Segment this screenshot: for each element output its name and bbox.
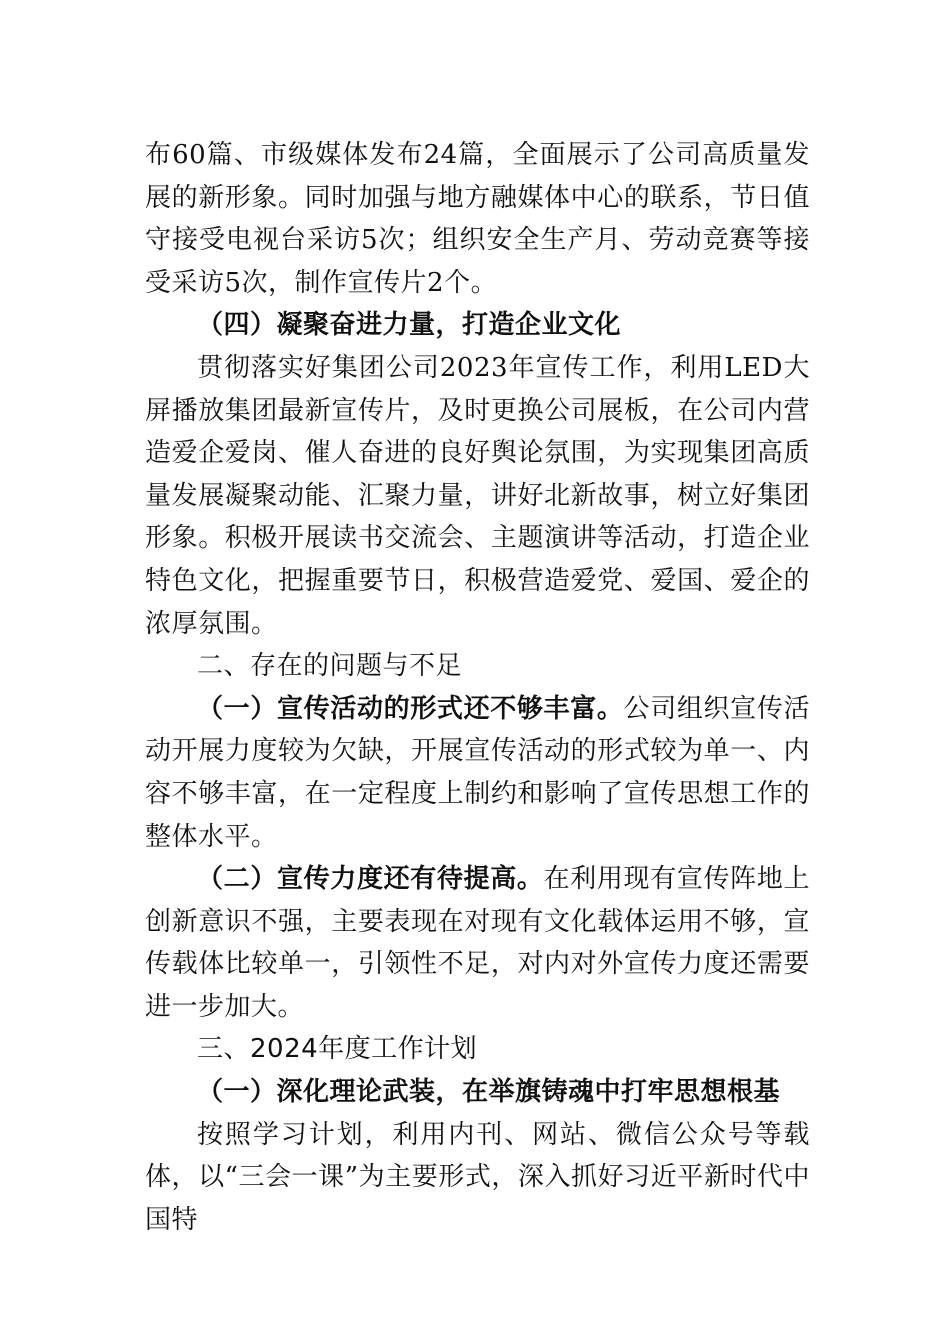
section-3-subsection-1-body: 按照学习计划，利用内刊、网站、微信公众号等载体，以“三会一课”为主要形式，深入抓好习近平新时代中国特 — [145, 1119, 810, 1235]
section-2-item-1-body: 公司组织宣传活动开展力度较为欠缺，开展宣传活动的形式较为单一、内容不够丰富，在一定程度上制约和影响了宣传思想工作的整体水平。 — [145, 693, 810, 852]
section-2-item-2-lead: （二）宣传力度还有待提高。 — [197, 864, 544, 895]
section-2-item-1-lead: （一）宣传活动的形式还不够丰富。 — [197, 693, 624, 724]
section-2-item-2 — [145, 858, 810, 1028]
paragraph-continued: 布60篇、市级媒体发布24篇，全面展示了公司高质量发展的新形象。同时加强与地方融媒体中心的联系，节日值守接受电视台采访5次；组织安全生产月、劳动竞赛等接受采访5次，制作宣传片2个。 — [145, 140, 810, 298]
section-2-title: 二、存在的问题与不足 — [197, 651, 463, 682]
section-2-item-1 — [145, 688, 810, 858]
section-3-title: 三、2024年度工作计划 — [197, 1034, 478, 1065]
section-3-subsection-1-title: （一）深化理论武装，在举旗铸魂中打牢思想根基 — [197, 1077, 781, 1108]
subsection-4-body: 贯彻落实好集团公司2023年宣传工作，利用LED大屏播放集团最新宣传片，及时更换公司展板，在公司内营造爱企爱岗、催人奋进的良好舆论氛围，为实现集团高质量发展凝聚动能、汇聚力量，讲好北新故事，树立好集团形象。积极开展读书交流会、主题演讲等活动，打造企业特色文化，把握重要节日，积极营造爱党、爱国、爱企的浓厚氛围。 — [145, 352, 810, 639]
subsection-4-title: （四）凝聚奋进力量，打造企业文化 — [197, 310, 622, 341]
document-body — [145, 134, 810, 1241]
section-2-item-2-body: 在利用现有宣传阵地上创新意识不强，主要表现在对现有文化载体运用不够，宣传载体比较单一，引领性不足，对内对外宣传力度还需要进一步加大。 — [145, 864, 810, 1022]
